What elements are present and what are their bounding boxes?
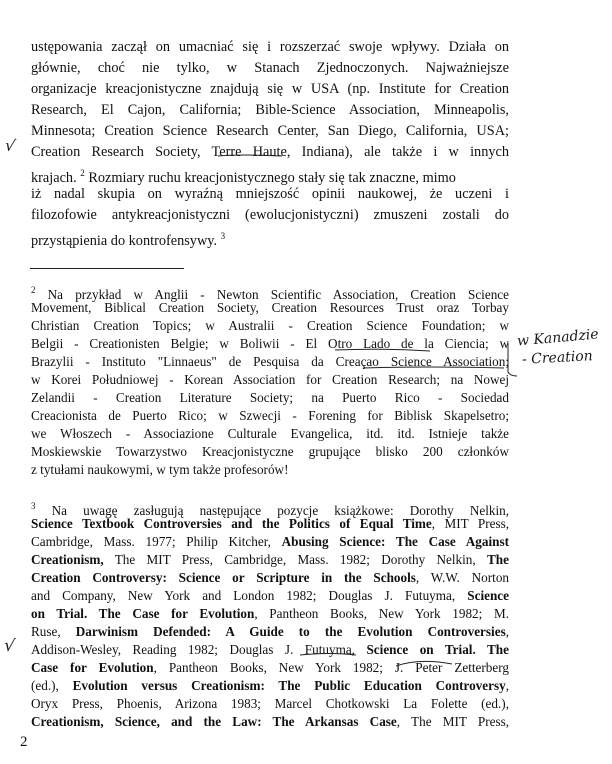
book-title: Creationism, bbox=[31, 552, 104, 567]
underline-new-york bbox=[396, 661, 452, 666]
footnote-line: w Korei Południowej - Korean Association for Creation Research; na Nowej bbox=[31, 372, 509, 387]
book-title: Case for Evolution bbox=[31, 660, 154, 675]
footnote-line: Movement, Biblical Creation Society, Creation Resources Trust oraz Torbay bbox=[31, 300, 509, 315]
footnote-marker: 3 bbox=[31, 501, 36, 511]
footnote-line: Zelandii - Creation Literature Society; na Puerto Rico - Sociedad bbox=[31, 390, 509, 405]
strike-science-association bbox=[363, 367, 504, 368]
book-title: Science bbox=[467, 588, 509, 603]
footnote-line: $^2$ Na przykład w Anglii - Newton Scientific Association, Creation Science bbox=[31, 285, 509, 302]
footnote-line: Belgii - Creationisten Belgie; w Boliwii - El Otro Lado de la Ciencia; w bbox=[31, 336, 509, 351]
handwritten-check-mark: √ bbox=[3, 135, 17, 156]
body-line: głównie, choć nie tylko, w Stanach Zjednoczonych. Najważniejsze bbox=[31, 60, 509, 76]
body-line: ustępowania zaczął on umacniać się i rozszerzać swoje wpływy. Działa on bbox=[31, 39, 509, 55]
footnote-line: Creacionista de Puerto Rico; w Szwecji - Forening for Biblisk Skapelsetro; bbox=[31, 408, 509, 423]
footnote-line: Oryx Press, Phoenis, Arizona 1983; Marcel Chotkowski La Folette (ed.), bbox=[31, 696, 509, 711]
footnote-line: and Company, New York and London 1982; Douglas J. Futuyma, Science bbox=[31, 588, 509, 603]
body-line: przystąpienia do kontrofensywy. $^3$ bbox=[31, 231, 226, 249]
footnote-line: we Włoszech - Associazione Culturale Evangelica, itd. itd. Istnieje także bbox=[31, 426, 509, 441]
body-line: filozofowie antykreacjonistyczni (ewolucjonistyczni) zmuszeni zostali do bbox=[31, 207, 509, 223]
book-title: The bbox=[487, 552, 509, 567]
book-title: Evolution versus Creationism: The Public Education Controversy bbox=[72, 678, 506, 693]
footnote-line: Science Textbook Controversies and the Politics of Equal Time, MIT Press, bbox=[31, 516, 509, 531]
footnote-ref: 3 bbox=[220, 231, 226, 241]
handwritten-note: w Kanadzie bbox=[516, 326, 600, 350]
book-title: Creationism, Science, and the Law: The Arkansas Case bbox=[31, 714, 397, 729]
footnote-line: Ruse, Darwinism Defended: A Guide to the Evolution Controversies, bbox=[31, 624, 509, 639]
handwritten-check-mark: √ bbox=[2, 635, 17, 657]
footnote-line: (ed.), Evolution versus Creationism: The Public Education Controversy, bbox=[31, 678, 510, 693]
body-line: iż nadal skupia on wyraźną mniejszość opinii naukowej, że uczeni i bbox=[31, 186, 509, 202]
book-title: Darwinism Defended: A Guide to the Evolution Controversies bbox=[75, 624, 506, 639]
footnote-line: Creationism, Science, and the Law: The Arkansas Case, The MIT Press, bbox=[31, 714, 510, 729]
body-line: krajach. $^2$ Rozmiary ruchu kreacjonistycznego stały się tak znaczne, mimo bbox=[31, 168, 456, 186]
book-title: Abusing Science: The Case Against bbox=[281, 534, 510, 549]
footnote-marker: 2 bbox=[31, 285, 36, 295]
book-title: Science Textbook Controversies and the Politics of Equal Time bbox=[31, 516, 432, 531]
footnote-line: Addison-Wesley, Reading 1982; Douglas J. Futuyma, Science on Trial. The bbox=[31, 642, 509, 657]
underline-futuyma bbox=[300, 654, 356, 656]
footnote-line: $^3$ Na uwagę zasługują następujące pozycje książkowe: Dorothy Nelkin, bbox=[31, 501, 510, 518]
book-title: Creation Controversy: Science or Scripture in the Schools bbox=[31, 570, 416, 585]
body-line: Research, El Cajon, California; Bible-Science Association, Minneapolis, bbox=[31, 102, 509, 118]
footnote-line: Creationism, The MIT Press, Cambridge, Mass. 1982; Dorothy Nelkin, The bbox=[31, 552, 509, 567]
book-title: Science on Trial. The bbox=[366, 642, 509, 657]
footnote-line: Cambridge, Mass. 1977; Philip Kitcher, Abusing Science: The Case Against bbox=[31, 534, 510, 549]
footnote-line: z tytułami naukowymi, w tym także profesorów! bbox=[31, 462, 289, 477]
footnote-line: Moskiewskie Towarzystwo Kreacjonistyczne grupujące blisko 200 członków bbox=[31, 444, 509, 459]
underline-el-otro-lado bbox=[335, 349, 430, 351]
body-line: Minnesota; Creation Science Research Center, San Diego, California, USA; bbox=[31, 123, 509, 139]
handwritten-note: - Creation bbox=[521, 348, 594, 368]
footnote-line: Case for Evolution, Pantheon Books, New York 1982; J. Peter Zetterberg bbox=[31, 660, 509, 675]
underline-terre-haute bbox=[218, 155, 282, 156]
footnote-line: Brazylii - Instituto "Linnaeus" de Pesquisa da Creaçao Science Association; bbox=[31, 354, 509, 369]
footnote-line: Creation Controversy: Science or Scripture in the Schools, W.W. Norton bbox=[31, 570, 510, 585]
footnote-line: on Trial. The Case for Evolution, Pantheon Books, New York 1982; M. bbox=[31, 606, 509, 621]
margin-bracket bbox=[508, 343, 517, 376]
body-line: Creation Research Society, Terre Haute, Indiana), ale także i w innych bbox=[31, 144, 509, 160]
footnote-line: Christian Creation Topics; w Australii - Creation Science Foundation; w bbox=[31, 318, 509, 333]
page-number: 2 bbox=[20, 734, 28, 750]
footnote-ref: 2 bbox=[80, 168, 85, 178]
book-title: on Trial. The Case for Evolution bbox=[31, 606, 255, 621]
body-line: organizacje kreacjonistyczne znajdują się w USA (np. Institute for Creation bbox=[31, 81, 509, 97]
